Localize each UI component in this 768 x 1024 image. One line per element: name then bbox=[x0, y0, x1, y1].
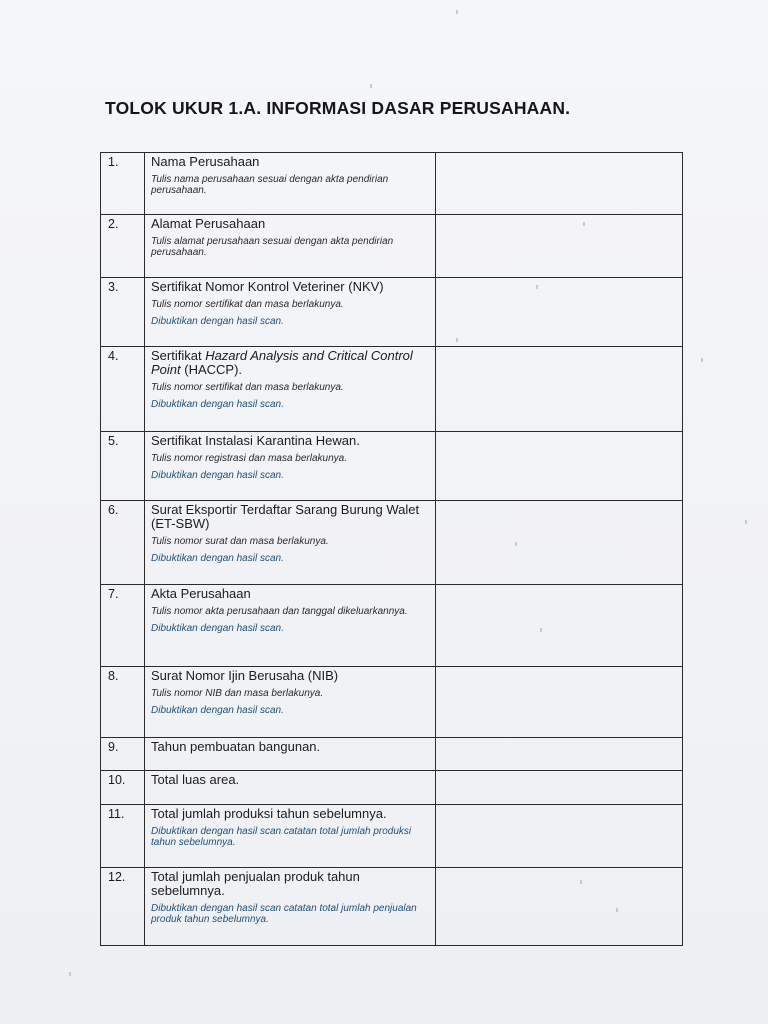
row-label-suffix: (HACCP). bbox=[180, 362, 243, 377]
row-item bbox=[145, 215, 436, 278]
row-label: Total jumlah produksi tahun sebelumnya. bbox=[151, 806, 387, 821]
row-proof-note: Dibuktikan dengan hasil scan. bbox=[151, 316, 284, 327]
row-item bbox=[145, 278, 436, 347]
row-proof-note: Dibuktikan dengan hasil scan. bbox=[151, 623, 284, 634]
row-number: 12. bbox=[101, 868, 145, 946]
row-hint: Tulis nomor sertifikat dan masa berlakunya. bbox=[151, 382, 344, 393]
row-number: 10. bbox=[101, 771, 145, 805]
scan-speck bbox=[580, 880, 582, 884]
answer-cell[interactable] bbox=[436, 153, 683, 215]
table-row bbox=[101, 501, 683, 585]
answer-cell[interactable] bbox=[436, 215, 683, 278]
scan-speck bbox=[616, 908, 618, 912]
scan-speck bbox=[701, 358, 703, 362]
row-item bbox=[145, 771, 436, 805]
row-item bbox=[145, 153, 436, 215]
answer-cell[interactable] bbox=[436, 501, 683, 585]
table-row bbox=[101, 805, 683, 868]
row-proof-note: Dibuktikan dengan hasil scan catatan total jumlah produksi tahun sebelumnya. bbox=[151, 826, 412, 848]
row-number: 2. bbox=[101, 215, 145, 278]
row-label: Tahun pembuatan bangunan. bbox=[151, 739, 321, 754]
page-title: TOLOK UKUR 1.A. INFORMASI DASAR PERUSAHAAN. bbox=[105, 98, 571, 118]
scan-speck bbox=[69, 972, 71, 976]
answer-cell[interactable] bbox=[436, 585, 683, 667]
row-hint: Tulis nomor surat dan masa berlakunya. bbox=[151, 536, 329, 547]
answer-cell[interactable] bbox=[436, 667, 683, 738]
row-number: 3. bbox=[101, 278, 145, 347]
scan-speck bbox=[536, 285, 538, 289]
row-item bbox=[145, 432, 436, 501]
row-item bbox=[145, 585, 436, 667]
row-proof-note: Dibuktikan dengan hasil scan. bbox=[151, 553, 284, 564]
row-number: 8. bbox=[101, 667, 145, 738]
answer-cell[interactable] bbox=[436, 805, 683, 868]
row-hint: Tulis nomor akta perusahaan dan tanggal dikeluarkannya. bbox=[151, 606, 408, 617]
table-row bbox=[101, 667, 683, 738]
row-proof-note: Dibuktikan dengan hasil scan. bbox=[151, 705, 284, 716]
row-hint: Tulis nama perusahaan sesuai dengan akta pendirian perusahaan. bbox=[151, 174, 389, 196]
row-hint: Tulis nomor registrasi dan masa berlakunya. bbox=[151, 453, 348, 464]
row-label: Nama Perusahaan bbox=[151, 154, 260, 169]
scan-speck bbox=[456, 10, 458, 14]
table-row bbox=[101, 771, 683, 805]
table-row bbox=[101, 278, 683, 347]
table-row bbox=[101, 153, 683, 215]
row-item bbox=[145, 667, 436, 738]
row-proof-note: Dibuktikan dengan hasil scan. bbox=[151, 470, 284, 481]
scan-speck bbox=[515, 542, 517, 546]
scan-speck bbox=[456, 338, 458, 342]
row-number: 9. bbox=[101, 738, 145, 771]
row-label: Alamat Perusahaan bbox=[151, 216, 266, 231]
row-item bbox=[145, 347, 436, 432]
row-number: 4. bbox=[101, 347, 145, 432]
row-label: Surat Eksportir Terdaftar Sarang Burung Walet (ET-SBW) bbox=[151, 502, 420, 531]
scan-speck bbox=[583, 222, 585, 226]
answer-cell[interactable] bbox=[436, 868, 683, 946]
table-row bbox=[101, 585, 683, 667]
row-label-prefix: Sertifikat bbox=[151, 348, 206, 363]
row-number: 5. bbox=[101, 432, 145, 501]
answer-cell[interactable] bbox=[436, 347, 683, 432]
row-number: 7. bbox=[101, 585, 145, 667]
answer-cell[interactable] bbox=[436, 771, 683, 805]
row-proof-note: Dibuktikan dengan hasil scan. bbox=[151, 399, 284, 410]
table-row bbox=[101, 868, 683, 946]
row-hint: Tulis nomor NIB dan masa berlakunya. bbox=[151, 688, 324, 699]
scan-speck bbox=[370, 84, 372, 88]
row-number: 11. bbox=[101, 805, 145, 868]
row-item bbox=[145, 868, 436, 946]
table-row bbox=[101, 432, 683, 501]
row-item bbox=[145, 501, 436, 585]
row-label: Sertifikat Nomor Kontrol Veteriner (NKV) bbox=[151, 279, 384, 294]
row-number: 1. bbox=[101, 153, 145, 215]
row-label: Akta Perusahaan bbox=[151, 586, 251, 601]
row-label: Sertifikat Instalasi Karantina Hewan. bbox=[151, 433, 360, 448]
row-label: Total jumlah penjualan produk tahun sebelumnya. bbox=[151, 869, 360, 898]
company-info-table bbox=[100, 152, 683, 946]
answer-cell[interactable] bbox=[436, 738, 683, 771]
row-label-italic: Hazard Analysis and Critical Control Point bbox=[151, 348, 413, 377]
row-proof-note: Dibuktikan dengan hasil scan catatan total jumlah penjualan produk tahun sebelumnya. bbox=[151, 903, 417, 925]
row-label bbox=[151, 349, 431, 377]
answer-cell[interactable] bbox=[436, 278, 683, 347]
row-hint: Tulis alamat perusahaan sesuai dengan akta pendirian perusahaan. bbox=[151, 236, 394, 258]
row-number: 6. bbox=[101, 501, 145, 585]
scan-speck bbox=[745, 520, 747, 524]
table-row bbox=[101, 215, 683, 278]
table-row bbox=[101, 347, 683, 432]
row-hint: Tulis nomor sertifikat dan masa berlakunya. bbox=[151, 299, 344, 310]
scan-speck bbox=[540, 628, 542, 632]
row-item bbox=[145, 738, 436, 771]
table-row bbox=[101, 738, 683, 771]
row-label: Surat Nomor Ijin Berusaha (NIB) bbox=[151, 668, 339, 683]
answer-cell[interactable] bbox=[436, 432, 683, 501]
row-label: Total luas area. bbox=[151, 772, 240, 787]
row-item bbox=[145, 805, 436, 868]
